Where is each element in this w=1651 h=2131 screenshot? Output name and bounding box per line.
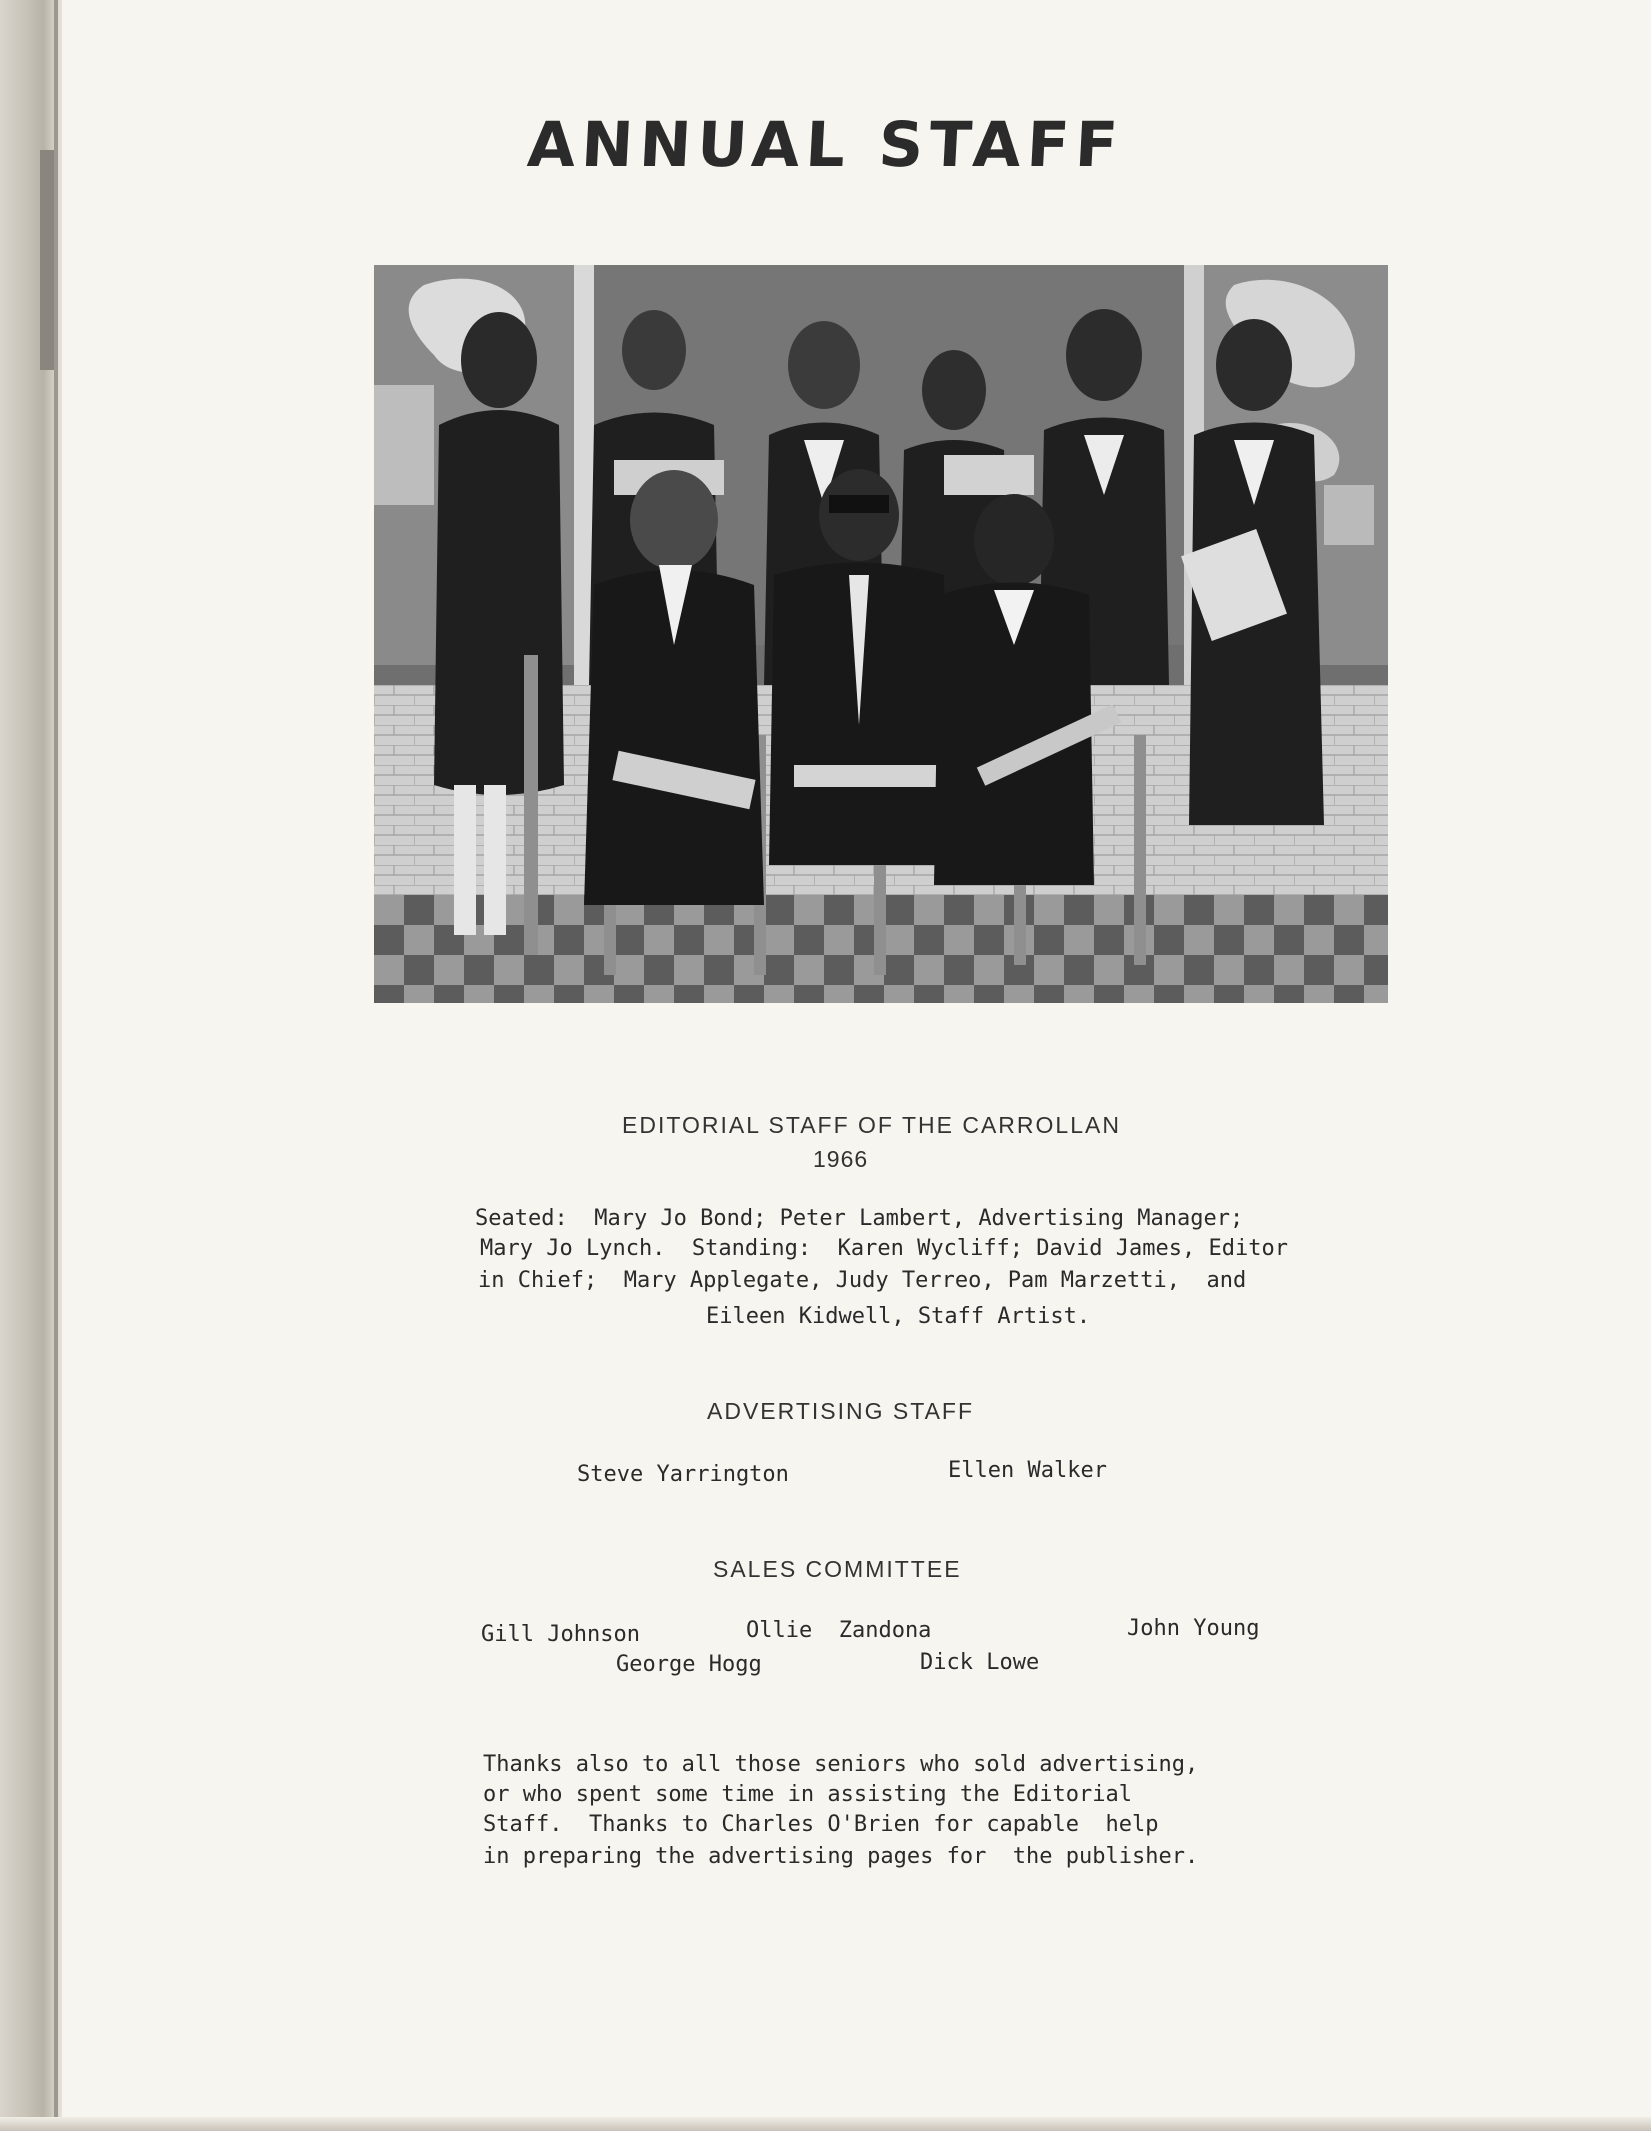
sales-name: John Young bbox=[1127, 1616, 1260, 1641]
editorial-year: 1966 bbox=[813, 1146, 869, 1172]
advertising-heading: ADVERTISING STAFF bbox=[707, 1398, 975, 1424]
page-title: ANNUAL STAFF bbox=[525, 108, 1126, 181]
thanks-line-3: Staff. Thanks to Charles O'Brien for capable help bbox=[483, 1812, 1159, 1837]
editorial-line-1: Seated: Mary Jo Bond; Peter Lambert, Advertising Manager; bbox=[475, 1206, 1244, 1231]
advertising-name: Ellen Walker bbox=[948, 1458, 1107, 1483]
editorial-heading: EDITORIAL STAFF OF THE CARROLLAN bbox=[622, 1112, 1121, 1138]
editorial-line-4: Eileen Kidwell, Staff Artist. bbox=[706, 1304, 1091, 1329]
thanks-line-4: in preparing the advertising pages for the publisher. bbox=[483, 1844, 1199, 1869]
sales-name: Dick Lowe bbox=[920, 1650, 1040, 1675]
page-bottom-edge bbox=[0, 2117, 1651, 2131]
staff-group-photo bbox=[374, 265, 1388, 1003]
sales-heading: SALES COMMITTEE bbox=[713, 1556, 962, 1582]
editorial-line-2: Mary Jo Lynch. Standing: Karen Wycliff; David James, Editor bbox=[480, 1236, 1288, 1261]
binding-edge bbox=[54, 0, 58, 2131]
thanks-line-2: or who spent some time in assisting the Editorial bbox=[483, 1782, 1133, 1807]
sales-name: Gill Johnson bbox=[481, 1622, 640, 1647]
sales-name: George Hogg bbox=[616, 1652, 762, 1677]
sales-name: Ollie Zandona bbox=[746, 1618, 932, 1643]
thanks-line-1: Thanks also to all those seniors who sold advertising, bbox=[483, 1752, 1199, 1777]
editorial-line-3: in Chief; Mary Applegate, Judy Terreo, Pam Marzetti, and bbox=[478, 1268, 1247, 1293]
advertising-name: Steve Yarrington bbox=[577, 1462, 789, 1487]
